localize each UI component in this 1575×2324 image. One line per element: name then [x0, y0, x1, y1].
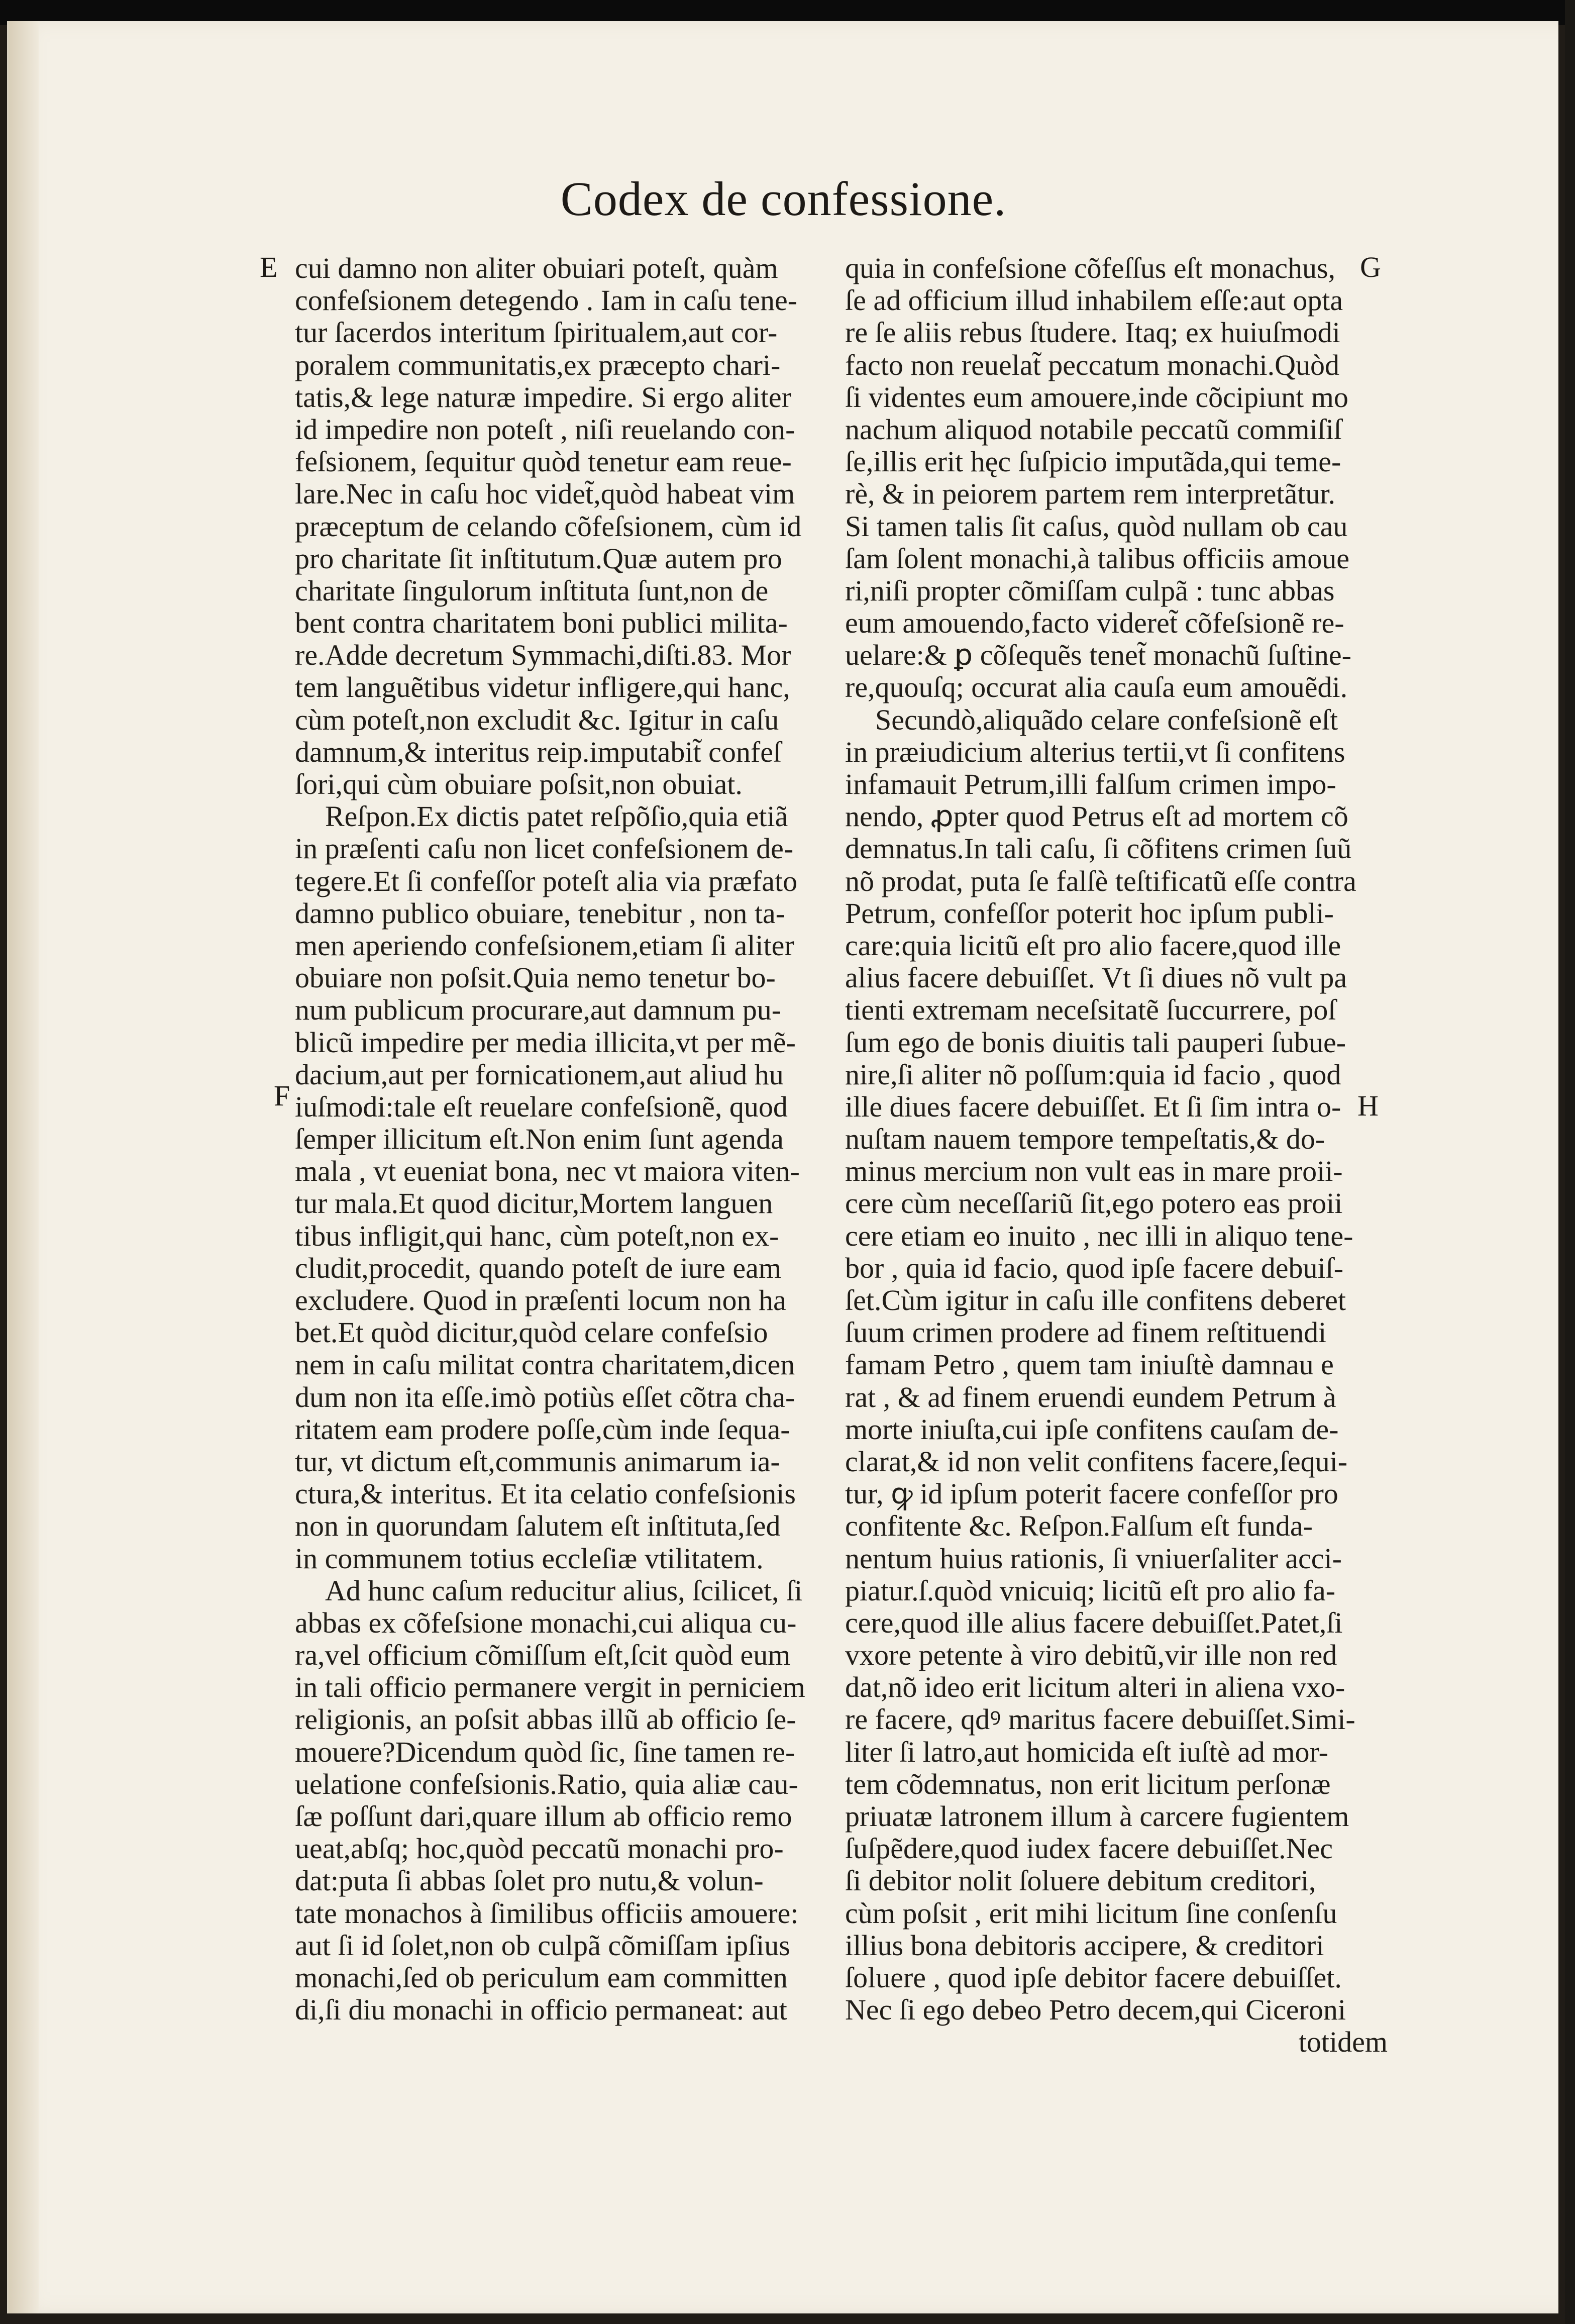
text-line: nachum aliquod notabile peccatũ commiſiſ	[845, 413, 1342, 446]
text-line: ueat,abſq; hoc,quòd peccatũ monachi pro-	[295, 1832, 784, 1865]
text-line: in præſenti caſu non licet confeſsionem de-	[295, 832, 794, 865]
text-line: abbas ex cõfeſsione monachi,cui aliqua cu-	[295, 1606, 797, 1639]
text-line: tur ſacerdos interitum ſpiritualem,aut cor-	[295, 316, 778, 349]
text-line: tegere.Et ſi confeſſor poteſt alia via præfato	[295, 864, 798, 897]
text-line: charitate ſingulorum inſtituta ſunt,non de	[295, 574, 769, 607]
text-line: re,quouſq; occurat alia cauſa eum amouẽdi.	[845, 671, 1348, 704]
text-line: ra,vel officium cõmiſſum eſt,ſcit quòd eum	[295, 1639, 791, 1672]
text-line: religionis, an poſsit abbas illũ ab officio ſe-	[295, 1703, 796, 1736]
text-line: famam Petro , quem tam iniuſtè damnau e	[845, 1348, 1334, 1381]
text-line: cùm poſsit , erit mihi licitum ſine conſenſu	[845, 1896, 1337, 1930]
page-title: Codex de confessione.	[560, 172, 1007, 226]
text-line: num publicum procurare,aut damnum pu-	[295, 993, 782, 1027]
text-line: demnatus.In tali caſu, ſi cõfitens crimen ſuũ	[845, 832, 1352, 865]
text-line: re ſe aliis rebus ſtudere. Itaq; ex huiuſmodi	[845, 316, 1340, 349]
text-line: ſuſpẽdere,quod iudex facere debuiſſet.Nec	[845, 1832, 1333, 1865]
text-line: ſoluere , quod ipſe debitor facere debuiſſet.	[845, 1961, 1342, 1994]
text-line: blicũ impedire per media illicita,vt per mẽ-	[295, 1026, 796, 1059]
text-line: tienti extremam neceſsitatẽ ſuccurrere, poſ	[845, 993, 1336, 1027]
text-line: ſam ſolent monachi,à talibus officiis amoue	[845, 542, 1350, 575]
text-line: excludere. Quod in præſenti locum non ha	[295, 1284, 786, 1317]
text-line: re.Adde decretum Symmachi,diſti.83. Mor	[295, 639, 791, 672]
margin-letter-h: H	[1357, 1089, 1379, 1122]
text-line: obuiare non poſsit.Quia nemo tenetur bo-	[295, 961, 776, 994]
text-line: Petrum, confeſſor poterit hoc ipſum publi-	[845, 896, 1334, 930]
text-line: tem cõdemnatus, non erit licitum perſonæ	[845, 1767, 1331, 1800]
text-line: tur mala.Et quod dicitur,Mortem languen	[295, 1187, 773, 1220]
text-line: piatur.ſ.quòd vnicuiq; licitũ eſt pro alio fa-	[845, 1574, 1336, 1607]
text-line: confeſsionem detegendo . Iam in caſu tene-	[295, 284, 798, 317]
text-line: tatis,& lege naturæ impedire. Si ergo aliter	[295, 380, 791, 414]
text-line: tur, ꝙ id ipſum poterit facere confeſſor pro	[845, 1477, 1338, 1510]
text-line: ſe,illis erit hęc ſuſpicio imputãda,qui teme-	[845, 445, 1341, 478]
margin-letter-f: F	[274, 1079, 290, 1112]
text-line: confitente &c. Reſpon.Falſum eſt funda-	[845, 1509, 1313, 1543]
text-line: cui damno non aliter obuiari poteſt, quàm	[295, 252, 778, 284]
text-line: mouere?Dicendum quòd ſic, ſine tamen re-	[295, 1735, 795, 1768]
text-line: uelatione confeſsionis.Ratio, quia aliæ cau-	[295, 1767, 798, 1800]
text-line: re facere, qdꝰ maritus facere debuiſſet.Simi-	[845, 1703, 1355, 1736]
text-line: ſum ego de bonis diuitis tali pauperi ſubue-	[845, 1026, 1346, 1059]
text-line: ſæ poſſunt dari,quare illum ab officio remo	[295, 1800, 792, 1833]
text-line: damno publico obuiare, tenebitur , non ta-	[295, 896, 786, 930]
text-line: nem in caſu militat contra charitatem,dicen	[295, 1348, 795, 1381]
text-line: Secundò,aliquãdo celare confeſsionẽ eſt	[875, 703, 1338, 736]
text-line: ſet.Cùm igitur in caſu ille confitens deberet	[845, 1284, 1346, 1317]
text-line: cludit,procedit, quando poteſt de iure eam	[295, 1251, 781, 1284]
text-line: eum amouendo,facto videret̃ cõfeſsionẽ re-	[845, 607, 1344, 640]
text-line: nentum huius rationis, ſi vniuerſaliter acci-	[845, 1542, 1342, 1575]
text-line: tur, vt dictum eſt,communis animarum ia-	[295, 1445, 780, 1478]
text-line: ſi debitor nolit ſoluere debitum creditori,	[845, 1864, 1316, 1897]
text-line: pro charitate ſit inſtitutum.Quæ autem pro	[295, 542, 782, 575]
text-line: di,ſi diu monachi in officio permaneat: aut	[295, 1993, 787, 2027]
text-line: aut ſi id ſolet,non ob culpã cõmiſſam ipſius	[295, 1929, 790, 1962]
text-line: vxore petente à viro debitũ,vir ille non red	[845, 1639, 1337, 1672]
text-line: in tali officio permanere vergit in perniciem	[295, 1671, 805, 1704]
text-line: lare.Nec in caſu hoc videt̃,quòd habeat vim	[295, 477, 795, 511]
text-line: clarat,& id non velit confitens facere,ſequi-	[845, 1445, 1348, 1478]
left-text-column	[295, 252, 837, 2026]
text-line: men aperiendo confeſsionem,etiam ſi aliter	[295, 929, 794, 962]
margin-letter-g: G	[1360, 251, 1381, 283]
text-line: ſemper illicitum eſt.Non enim ſunt agenda	[295, 1123, 784, 1156]
text-line: morte iniuſta,cui ipſe confitens cauſam de-	[845, 1412, 1339, 1446]
margin-letter-e: E	[260, 251, 278, 283]
text-line: ctura,& interitus. Et ita celatio confeſsionis	[295, 1477, 796, 1510]
text-line: cere etiam eo inuito , nec illi in aliquo tene-	[845, 1219, 1353, 1252]
text-line: mala , vt eueniat bona, nec vt maiora viten-	[295, 1155, 800, 1188]
text-line: bor , quia id facio, quod ipſe facere debuiſ-	[845, 1251, 1344, 1284]
text-line: præceptum de celando cõfeſsionem, cùm id	[295, 510, 802, 543]
text-line: dat:puta ſi abbas ſolet pro nutu,& volun-	[295, 1864, 764, 1897]
text-line: priuatæ latronem illum à carcere fugientem	[845, 1800, 1349, 1833]
text-line: quia in confeſsione cõfeſſus eſt monachus,	[845, 252, 1336, 284]
text-line: Ad hunc caſum reducitur alius, ſcilicet, ſi	[325, 1574, 803, 1607]
text-line: illius bona debitoris accipere, & creditori	[845, 1929, 1324, 1962]
text-line: nendo, ꝓpter quod Petrus eſt ad mortem cõ	[845, 800, 1348, 833]
text-line: facto non reuelat̃ peccatum monachi.Quòd	[845, 348, 1339, 381]
text-line: in communem totius eccleſiæ vtilitatem.	[295, 1542, 764, 1575]
text-line: Si tamen talis ſit caſus, quòd nullam ob cau	[845, 510, 1348, 543]
text-line: feſsionem, ſequitur quòd tenetur eam reue-	[295, 445, 792, 478]
text-line: ri,niſi propter cõmiſſam culpã : tunc abbas	[845, 574, 1335, 607]
text-line: dacium,aut per fornicationem,aut aliud hu	[295, 1058, 784, 1091]
text-line: totidem	[1298, 2026, 1388, 2059]
text-line: cere cùm neceſſariũ ſit,ego potero eas proii	[845, 1187, 1343, 1220]
text-line: nuſtam nauem tempore tempeſtatis,& do-	[845, 1123, 1325, 1156]
text-line: care:quia licitũ eſt pro alio facere,quod ille	[845, 929, 1341, 962]
text-line: dat,nõ ideo erit licitum alteri in aliena vxo-	[845, 1671, 1345, 1704]
text-line: poralem communitatis,ex præcepto chari-	[295, 348, 781, 381]
text-line: ſe ad officium illud inhabilem eſſe:aut opta	[845, 284, 1343, 317]
text-line: cere,quod ille alius facere debuiſſet.Patet,ſi	[845, 1606, 1343, 1639]
text-line: ſuum crimen prodere ad finem reſtituendi	[845, 1316, 1327, 1349]
text-line: tate monachos à ſimilibus officiis amouere:	[295, 1896, 799, 1930]
text-line: monachi,ſed ob periculum eam committen	[295, 1961, 788, 1994]
text-line: Reſpon.Ex dictis patet reſpõſio,quia etiã	[325, 800, 788, 833]
text-line: ritatem eam prodere poſſe,cùm inde ſequa-	[295, 1412, 790, 1446]
text-line: id impedire non poteſt , niſi reuelando con-	[295, 413, 795, 446]
text-line: tem languẽtibus videtur infligere,qui hanc,	[295, 671, 790, 704]
text-line: nõ prodat, puta ſe falſè teſtificatũ eſſe contra	[845, 864, 1356, 897]
text-line: nire,ſi aliter nõ poſſum:quia id facio , quod	[845, 1058, 1341, 1091]
scan-background-right	[1565, 0, 1575, 2324]
page-gutter	[9, 21, 39, 2313]
text-line: cùm poteſt,non excludit &c. Igitur in caſu	[295, 703, 779, 736]
text-line: liter ſi latro,aut homicida eſt iuſtè ad mor-	[845, 1735, 1328, 1768]
text-line: iuſmodi:tale eſt reuelare confeſsionẽ, quod	[295, 1090, 788, 1123]
text-line: bent contra charitatem boni publici milita-	[295, 607, 788, 640]
text-line: tibus infligit,qui hanc, cùm poteſt,non ex-	[295, 1219, 779, 1252]
text-line: rè, & in peiorem partem rem interpretãtur.	[845, 477, 1335, 511]
text-line: rat , & ad finem eruendi eundem Petrum à	[845, 1380, 1336, 1413]
right-text-column	[845, 252, 1388, 2059]
text-line: dum non ita eſſe.imò potiùs eſſet cõtra cha-	[295, 1380, 795, 1413]
text-line: in præiudicium alterius tertii,vt ſi confitens	[845, 735, 1345, 768]
text-line: ſori,qui cùm obuiare poſsit,non obuiat.	[295, 768, 743, 800]
text-line: uelare:& ꝑ cõſequẽs tenet̃ monachũ ſuſtine-	[845, 639, 1351, 672]
text-line: infamauit Petrum,illi falſum crimen impo-	[845, 768, 1336, 800]
text-line: minus mercium non vult eas in mare proii-	[845, 1155, 1343, 1188]
text-line: alius facere debuiſſet. Vt ſi diues nõ vult pa	[845, 961, 1347, 994]
text-line: ſi videntes eum amouere,inde cõcipiunt mo	[845, 380, 1348, 414]
text-line: ille diues facere debuiſſet. Et ſi ſim intra o-	[845, 1090, 1341, 1123]
text-line: bet.Et quòd dicitur,quòd celare confeſsio	[295, 1316, 768, 1349]
book-page	[7, 21, 1558, 2313]
text-line: non in quorundam ſalutem eſt inſtituta,ſed	[295, 1509, 781, 1543]
text-line: Nec ſi ego debeo Petro decem,qui Ciceroni	[845, 1993, 1346, 2027]
text-line: damnum,& interitus reip.imputabit̃ confeſ	[295, 735, 782, 768]
